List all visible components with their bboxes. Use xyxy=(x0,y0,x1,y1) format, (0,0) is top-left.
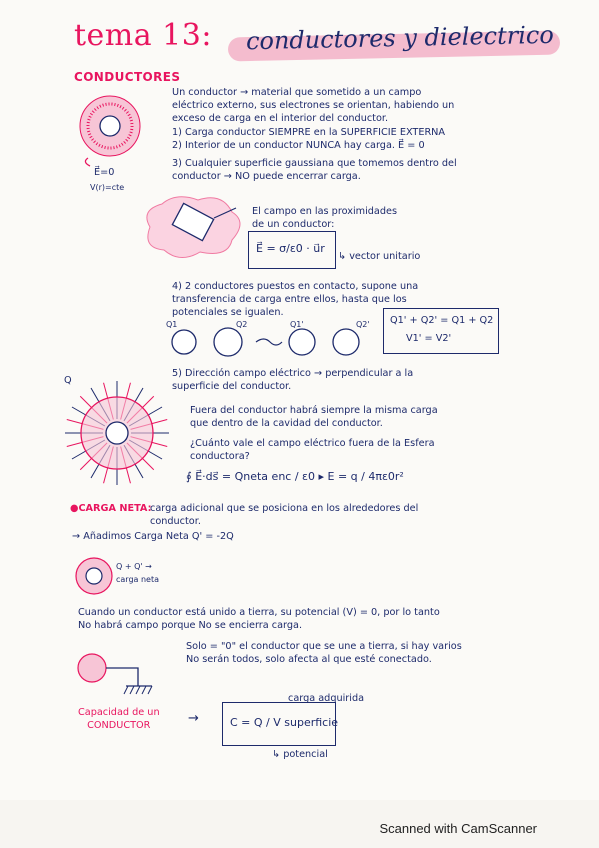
question-field: ¿Cuánto vale el campo eléctrico fuera de la Esfera conductora? xyxy=(190,438,435,463)
net-charge-heading: ●CARGA NETA: xyxy=(70,503,152,514)
sphere-charge-label: Q xyxy=(64,375,72,386)
field-sphere-diagram xyxy=(62,378,172,488)
capacity-label: Capacidad de un CONDUCTOR xyxy=(78,707,160,732)
capacity-formula: C = Q / V superficie xyxy=(230,716,339,729)
ground-rule: Cuando un conductor está unido a tierra, su potencial (V) = 0, por lo tanto No habrá campo porque No se encierra carga. xyxy=(78,607,440,632)
potential-label: V(r)=cte xyxy=(90,183,125,192)
unit-vector-note: ↳ vector unitario xyxy=(338,251,421,262)
paragraph-definition: Un conductor → material que sometido a un campo eléctrico externo, sus electrones se orientan, habiendo un exceso de carga en el interior del conductor. xyxy=(172,87,455,125)
outside-charge-note: Fuera del conductor habrá siempre la misma carga que dentro de la cavidad del conductor. xyxy=(190,405,438,430)
add-net-charge: → Añadimos Carga Neta Q' = -2Q xyxy=(72,531,234,542)
ground-diagram xyxy=(76,652,166,698)
contact-spheres-diagram xyxy=(170,322,370,362)
gauss-formula: ∮ E⃗·ds⃗ = Qneta enc / ε0 ▸ E = q / 4πε0r² xyxy=(186,470,404,483)
rule-5: 5) Dirección campo eléctrico → perpendicular a la superficie del conductor. xyxy=(172,368,414,393)
field-formula: E⃗ = σ/ε0 · u⃗r xyxy=(256,242,325,255)
capacity-note-bottom: ↳ potencial xyxy=(272,749,328,760)
q1p-label: Q1' xyxy=(290,320,304,329)
proximity-text: El campo en las proximidades de un conductor: xyxy=(252,206,398,231)
net-charge-note: Q + Q' → carga neta xyxy=(116,562,160,585)
q2p-label: Q2' xyxy=(356,320,370,329)
q1-label: Q1 xyxy=(166,320,178,329)
q2-label: Q2 xyxy=(236,320,248,329)
page-subtitle: conductores y dielectrico xyxy=(245,20,555,56)
conductor-sphere-diagram xyxy=(78,92,148,172)
ground-note: Solo = "0" el conductor que se une a tierra, si hay varios No serán todos, solo afecta al que esté conectado. xyxy=(186,641,462,666)
potential-formula: V1' = V2' xyxy=(406,333,452,344)
page-title: tema 13: xyxy=(74,18,212,53)
field-zero-label: E⃗=0 xyxy=(94,167,115,178)
net-charge-text: carga adicional que se posiciona en los alrededores del conductor. xyxy=(150,503,419,528)
rule-3: 3) Cualquier superficie gaussiana que tomemos dentro del conductor → NO puede encerrar carga. xyxy=(172,158,457,183)
rule-2: 2) Interior de un conductor NUNCA hay carga. E⃗ = 0 xyxy=(172,140,425,151)
rule-4: 4) 2 conductores puestos en contacto, supone una transferencia de carga entre ellos, hasta que los potenciales se igualen. xyxy=(172,281,419,319)
capacity-arrow: → xyxy=(188,711,199,726)
cloud-cylinder-diagram xyxy=(140,192,250,262)
capacity-note-top: carga adquirida xyxy=(288,693,365,704)
section-heading: CONDUCTORES xyxy=(74,70,181,84)
charge-formula: Q1' + Q2' = Q1 + Q2 xyxy=(390,315,494,326)
scanner-watermark: Scanned with CamScanner xyxy=(379,821,537,836)
rule-1: 1) Carga conductor SIEMPRE en la SUPERFICIE EXTERNA xyxy=(172,127,446,138)
